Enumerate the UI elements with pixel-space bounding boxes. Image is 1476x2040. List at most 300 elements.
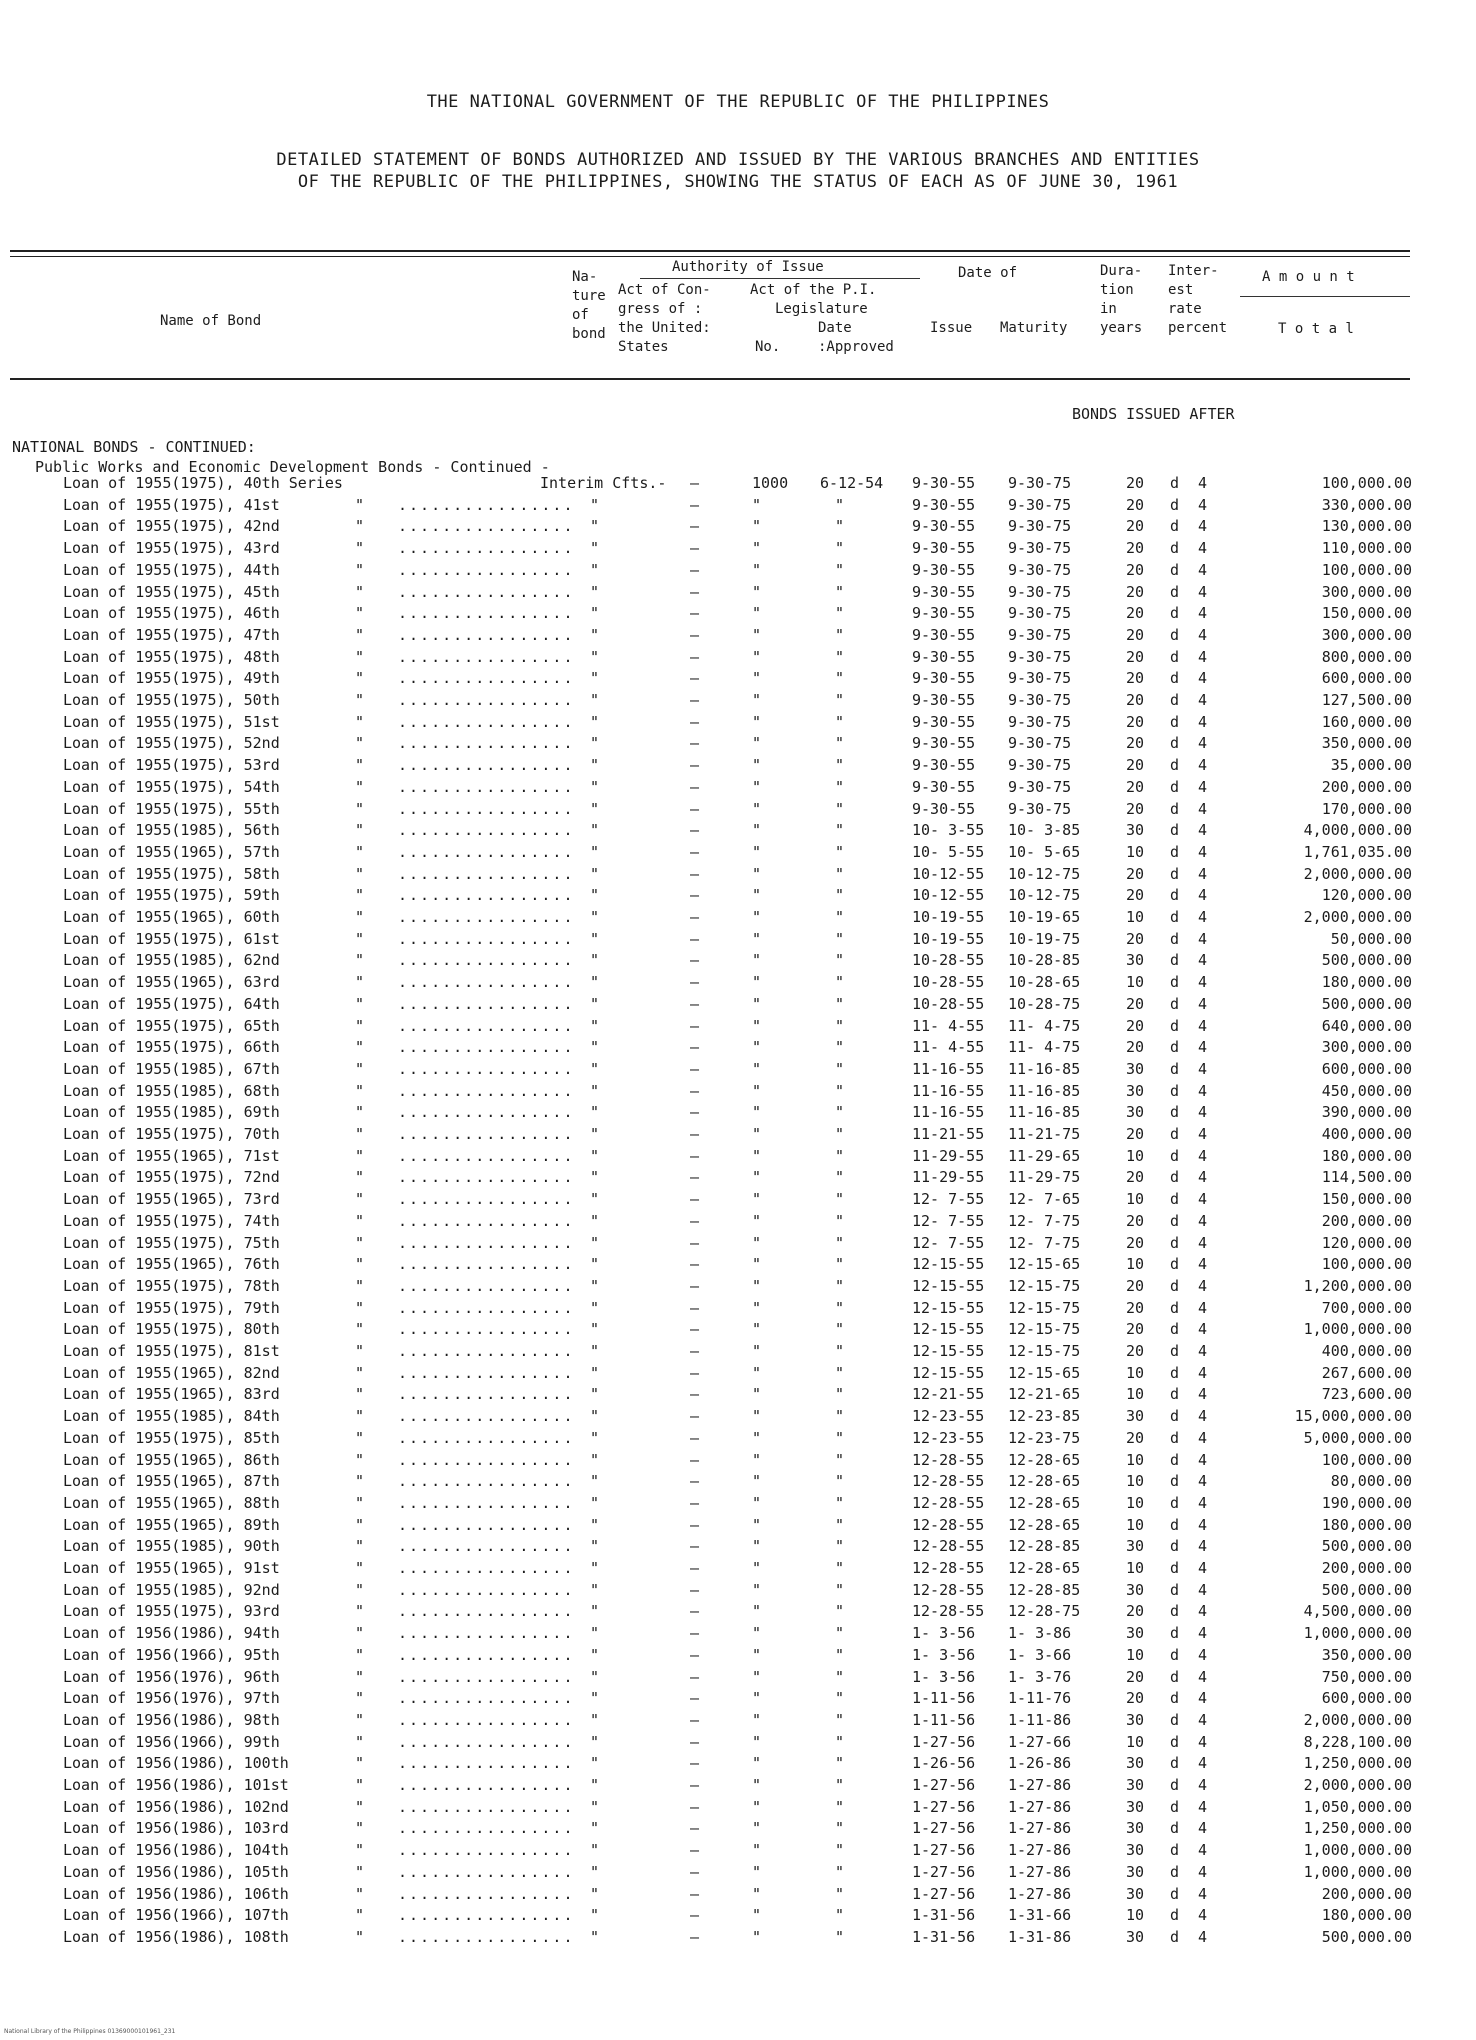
ditto-mark: " — [752, 1298, 762, 1317]
dash-mark: – — [690, 929, 700, 948]
interest-rate: 4 — [1198, 1276, 1208, 1295]
interest-rate: 4 — [1198, 604, 1208, 623]
dash-mark: – — [690, 1385, 700, 1404]
interest-d-mark: d — [1170, 669, 1180, 688]
ditto-mark: " — [835, 1862, 845, 1881]
dash-mark: – — [690, 1146, 700, 1165]
ditto-mark: " — [590, 777, 600, 796]
interest-d-mark: d — [1170, 821, 1180, 840]
dash-mark: – — [690, 734, 700, 753]
amount-total: 8,228,100.00 — [1303, 1732, 1412, 1751]
maturity-date: 12- 7-65 — [1008, 1190, 1081, 1209]
maturity-date: 12-23-75 — [1008, 1428, 1081, 1447]
table-row — [0, 1752, 1476, 1774]
maturity-date: 9-30-75 — [1008, 669, 1072, 688]
ditto-mark: " — [835, 1255, 845, 1274]
ditto-mark: " — [752, 1537, 762, 1556]
bond-name: Loan of 1955(1985), 62nd — [63, 951, 280, 970]
amount-total: 350,000.00 — [1321, 1645, 1412, 1664]
bond-name: Loan of 1955(1975), 80th — [63, 1320, 280, 1339]
dash-mark: – — [690, 799, 700, 818]
ditto-mark: " — [752, 973, 762, 992]
ditto-mark: " — [355, 994, 365, 1013]
interest-d-mark: d — [1170, 864, 1180, 883]
issue-date: 10-19-55 — [912, 908, 985, 926]
bond-name: Loan of 1955(1965), 73rd — [63, 1190, 280, 1209]
ditto-mark: " — [835, 517, 845, 536]
amount-total: 114,500.00 — [1321, 1168, 1412, 1187]
amount-total: 1,000,000.00 — [1303, 1624, 1412, 1643]
maturity-date: 9-30-75 — [1008, 734, 1072, 753]
duration-years: 10 — [1126, 1645, 1145, 1664]
table-row — [0, 1015, 1476, 1037]
ditto-mark: " — [752, 604, 762, 623]
ditto-mark: " — [752, 1407, 762, 1426]
ditto-mark: " — [752, 994, 762, 1013]
ditto-mark: " — [752, 1580, 762, 1599]
ditto-mark: " — [752, 799, 762, 818]
duration-years: 20 — [1126, 1428, 1145, 1447]
dash-mark: – — [690, 973, 700, 992]
interest-d-mark: d — [1170, 734, 1180, 753]
issue-date: 11- 4-55 — [912, 1038, 985, 1057]
dash-mark: – — [690, 1233, 700, 1252]
duration-years: 30 — [1126, 1059, 1145, 1078]
group-heading: NATIONAL BONDS - CONTINUED: — [12, 438, 256, 456]
dash-mark: – — [690, 517, 700, 536]
bond-name: Loan of 1955(1975), 43rd — [63, 539, 280, 558]
leader-dots: ................ — [398, 1862, 575, 1881]
ditto-mark: " — [355, 1385, 365, 1404]
amount-total: 50,000.00 — [1330, 929, 1412, 948]
leader-dots: ................ — [398, 1645, 575, 1664]
ditto-mark: " — [590, 1493, 600, 1512]
maturity-date: 9-30-75 — [1008, 799, 1072, 818]
maturity-date: 12-23-85 — [1008, 1407, 1081, 1426]
interest-d-mark: d — [1170, 474, 1180, 492]
leader-dots: ................ — [398, 1059, 575, 1078]
duration-years: 10 — [1126, 1732, 1145, 1751]
dash-mark: – — [690, 1884, 700, 1903]
interest-rate: 4 — [1198, 1363, 1208, 1382]
duration-years: 30 — [1126, 1841, 1145, 1860]
dash-mark: – — [690, 1624, 700, 1643]
maturity-date: 12-28-85 — [1008, 1580, 1081, 1599]
ditto-mark: " — [590, 1385, 600, 1404]
issue-date: 1-27-56 — [912, 1841, 976, 1860]
ditto-mark: " — [355, 1211, 365, 1230]
interest-rate: 4 — [1198, 1320, 1208, 1339]
interest-rate: 4 — [1198, 1776, 1208, 1794]
ditto-mark: " — [835, 1841, 845, 1860]
ditto-mark: " — [355, 1667, 365, 1686]
dash-mark: – — [690, 1190, 700, 1209]
issue-date: 9-30-55 — [912, 777, 976, 796]
amount-total: 180,000.00 — [1321, 1515, 1412, 1534]
amount-underline — [1240, 296, 1410, 297]
table-row — [0, 1318, 1476, 1340]
table-row — [0, 581, 1476, 603]
bond-name: Loan of 1955(1975), 66th — [63, 1038, 280, 1057]
table-row — [0, 1817, 1476, 1839]
table-row — [0, 776, 1476, 798]
ditto-mark: " — [590, 604, 600, 623]
leader-dots: ................ — [398, 1515, 575, 1534]
table-row — [0, 949, 1476, 971]
dash-mark: – — [690, 1125, 700, 1143]
table-row — [0, 1232, 1476, 1254]
dash-mark: – — [690, 1081, 700, 1100]
interest-d-mark: d — [1170, 1059, 1180, 1078]
ditto-mark: " — [835, 1190, 845, 1209]
ditto-mark: " — [752, 908, 762, 926]
table-row — [0, 1904, 1476, 1926]
interest-d-mark: d — [1170, 1754, 1180, 1773]
duration-years: 30 — [1126, 1710, 1145, 1729]
maturity-date: 12-28-65 — [1008, 1559, 1081, 1577]
ditto-mark: " — [355, 1819, 365, 1838]
duration-years: 10 — [1126, 1515, 1145, 1534]
ditto-mark: " — [752, 1059, 762, 1078]
interest-rate: 4 — [1198, 734, 1208, 753]
ditto-mark: " — [835, 756, 845, 775]
ditto-mark: " — [355, 1732, 365, 1751]
maturity-date: 9-30-75 — [1008, 647, 1072, 666]
dash-mark: – — [690, 1168, 700, 1187]
ditto-mark: " — [752, 1645, 762, 1664]
maturity-date: 12-28-75 — [1008, 1602, 1081, 1621]
ditto-mark: " — [835, 539, 845, 558]
ditto-mark: " — [355, 864, 365, 883]
col-duration: Dura- tion in years — [1100, 263, 1143, 336]
issue-date: 12-28-55 — [912, 1472, 985, 1491]
table-row — [0, 515, 1476, 537]
dash-mark: – — [690, 886, 700, 905]
ditto-mark: " — [355, 799, 365, 818]
bond-name: Loan of 1955(1975), 55th — [63, 799, 280, 818]
ditto-mark: " — [590, 1125, 600, 1143]
interim-certificates-label: Interim Cfts.- — [540, 474, 667, 492]
leader-dots: ................ — [398, 1320, 575, 1339]
dash-mark: – — [690, 539, 700, 558]
bond-name: Loan of 1955(1975), 42nd — [63, 517, 280, 536]
ditto-mark: " — [590, 1927, 600, 1946]
table-row — [0, 1861, 1476, 1883]
issue-date: 12-23-55 — [912, 1428, 985, 1447]
leader-dots: ................ — [398, 1841, 575, 1860]
ditto-mark: " — [752, 1667, 762, 1686]
interest-d-mark: d — [1170, 842, 1180, 861]
table-row — [0, 1883, 1476, 1905]
amount-total: 5,000,000.00 — [1303, 1428, 1412, 1447]
ditto-mark: " — [752, 1710, 762, 1729]
interest-d-mark: d — [1170, 1233, 1180, 1252]
ditto-mark: " — [355, 691, 365, 709]
act-date-approved: 6-12-54 — [820, 474, 884, 492]
ditto-mark: " — [355, 1559, 365, 1577]
dash-mark: – — [690, 821, 700, 840]
duration-years: 30 — [1126, 1754, 1145, 1773]
ditto-mark: " — [590, 691, 600, 709]
interest-rate: 4 — [1198, 756, 1208, 775]
dash-mark: – — [690, 951, 700, 970]
ditto-mark: " — [590, 1407, 600, 1426]
ditto-mark: " — [835, 1559, 845, 1577]
bond-name: Loan of 1956(1976), 96th — [63, 1667, 280, 1686]
dash-mark: – — [690, 1342, 700, 1360]
ditto-mark: " — [835, 1472, 845, 1491]
bond-name: Loan of 1955(1965), 87th — [63, 1472, 280, 1491]
ditto-mark: " — [752, 560, 762, 579]
ditto-mark: " — [752, 1428, 762, 1447]
ditto-mark: " — [590, 821, 600, 840]
interest-rate: 4 — [1198, 1146, 1208, 1165]
leader-dots: ................ — [398, 560, 575, 579]
ditto-mark: " — [355, 712, 365, 731]
ditto-mark: " — [835, 495, 845, 514]
amount-total: 150,000.00 — [1321, 1190, 1412, 1209]
interest-d-mark: d — [1170, 1385, 1180, 1404]
bond-name: Loan of 1955(1965), 76th — [63, 1255, 280, 1274]
maturity-date: 1-27-86 — [1008, 1884, 1072, 1903]
duration-years: 30 — [1126, 1580, 1145, 1599]
duration-years: 10 — [1126, 1559, 1145, 1577]
bond-name: Loan of 1955(1965), 63rd — [63, 973, 280, 992]
header-top-rule — [10, 250, 1410, 252]
table-row — [0, 1275, 1476, 1297]
dash-mark: – — [690, 1862, 700, 1881]
duration-years: 20 — [1126, 1211, 1145, 1230]
maturity-date: 12-15-75 — [1008, 1276, 1081, 1295]
interest-d-mark: d — [1170, 1038, 1180, 1057]
bond-name: Loan of 1955(1965), 57th — [63, 842, 280, 861]
ditto-mark: " — [752, 1732, 762, 1751]
dash-mark: – — [690, 604, 700, 623]
issue-date: 10-28-55 — [912, 951, 985, 970]
ditto-mark: " — [590, 560, 600, 579]
interest-rate: 4 — [1198, 1906, 1208, 1925]
table-row — [0, 667, 1476, 689]
ditto-mark: " — [355, 1407, 365, 1426]
bond-name: Loan of 1956(1986), 108th — [63, 1927, 289, 1946]
interest-d-mark: d — [1170, 994, 1180, 1013]
duration-years: 20 — [1126, 994, 1145, 1013]
issue-date: 1-27-56 — [912, 1884, 976, 1903]
ditto-mark: " — [590, 1537, 600, 1556]
dash-mark: – — [690, 1255, 700, 1274]
ditto-mark: " — [590, 1298, 600, 1317]
table-row — [0, 1514, 1476, 1536]
ditto-mark: " — [355, 1624, 365, 1643]
ditto-mark: " — [835, 1146, 845, 1165]
bond-name: Loan of 1955(1985), 67th — [63, 1059, 280, 1078]
leader-dots: ................ — [398, 1602, 575, 1621]
maturity-date: 9-30-75 — [1008, 712, 1072, 731]
issue-date: 10-12-55 — [912, 864, 985, 883]
table-row — [0, 1058, 1476, 1080]
ditto-mark: " — [835, 1103, 845, 1122]
table-row — [0, 1405, 1476, 1427]
interest-rate: 4 — [1198, 799, 1208, 818]
col-maturity: Maturity — [1000, 320, 1068, 336]
table-row — [0, 1709, 1476, 1731]
interest-rate: 4 — [1198, 973, 1208, 992]
bond-name: Loan of 1955(1975), 54th — [63, 777, 280, 796]
maturity-date: 9-30-75 — [1008, 582, 1072, 601]
leader-dots: ................ — [398, 1233, 575, 1252]
bond-name: Loan of 1955(1975), 41st — [63, 495, 280, 514]
interest-d-mark: d — [1170, 604, 1180, 623]
maturity-date: 12-28-65 — [1008, 1493, 1081, 1512]
amount-total: 800,000.00 — [1321, 647, 1412, 666]
ditto-mark: " — [752, 929, 762, 948]
interest-rate: 4 — [1198, 1407, 1208, 1426]
interest-rate: 4 — [1198, 1580, 1208, 1599]
ditto-mark: " — [590, 994, 600, 1013]
interest-d-mark: d — [1170, 495, 1180, 514]
ditto-mark: " — [835, 951, 845, 970]
amount-total: 640,000.00 — [1321, 1016, 1412, 1035]
leader-dots: ................ — [398, 1624, 575, 1643]
ditto-mark: " — [752, 1211, 762, 1230]
ditto-mark: " — [355, 1862, 365, 1881]
maturity-date: 9-30-75 — [1008, 777, 1072, 796]
maturity-date: 10-28-75 — [1008, 994, 1081, 1013]
leader-dots: ................ — [398, 1559, 575, 1577]
issue-date: 1- 3-56 — [912, 1667, 976, 1686]
ditto-mark: " — [752, 1472, 762, 1491]
duration-years: 20 — [1126, 691, 1145, 709]
ditto-mark: " — [835, 908, 845, 926]
interest-rate: 4 — [1198, 929, 1208, 948]
ditto-mark: " — [752, 1103, 762, 1122]
leader-dots: ................ — [398, 712, 575, 731]
duration-years: 20 — [1126, 1168, 1145, 1187]
maturity-date: 12-15-75 — [1008, 1342, 1081, 1360]
maturity-date: 1-11-86 — [1008, 1710, 1072, 1729]
interest-d-mark: d — [1170, 1428, 1180, 1447]
issue-date: 10- 5-55 — [912, 842, 985, 861]
duration-years: 20 — [1126, 1125, 1145, 1143]
table-row — [0, 1383, 1476, 1405]
amount-total: 1,000,000.00 — [1303, 1841, 1412, 1860]
ditto-mark: " — [355, 1841, 365, 1860]
ditto-mark: " — [835, 669, 845, 688]
duration-years: 30 — [1126, 951, 1145, 970]
duration-years: 20 — [1126, 647, 1145, 666]
table-row — [0, 1796, 1476, 1818]
ditto-mark: " — [752, 951, 762, 970]
issue-date: 11-21-55 — [912, 1125, 985, 1143]
dash-mark: – — [690, 1515, 700, 1534]
duration-years: 20 — [1126, 1689, 1145, 1708]
leader-dots: ................ — [398, 669, 575, 688]
dash-mark: – — [690, 1645, 700, 1664]
amount-total: 200,000.00 — [1321, 1211, 1412, 1230]
issue-date: 12-28-55 — [912, 1602, 985, 1621]
interest-d-mark: d — [1170, 799, 1180, 818]
ditto-mark: " — [835, 864, 845, 883]
interest-d-mark: d — [1170, 1493, 1180, 1512]
table-row — [0, 1036, 1476, 1058]
ditto-mark: " — [355, 1059, 365, 1078]
ditto-mark: " — [752, 1927, 762, 1946]
duration-years: 30 — [1126, 1081, 1145, 1100]
ditto-mark: " — [752, 1125, 762, 1143]
bond-name: Loan of 1955(1975), 44th — [63, 560, 280, 579]
dash-mark: – — [690, 1038, 700, 1057]
issue-date: 9-30-55 — [912, 539, 976, 558]
col-date-of: Date of — [958, 265, 1018, 281]
bond-name: Loan of 1955(1975), 50th — [63, 691, 280, 709]
ditto-mark: " — [355, 625, 365, 644]
bond-name: Loan of 1955(1975), 70th — [63, 1125, 280, 1143]
ditto-mark: " — [835, 886, 845, 905]
ditto-mark: " — [590, 1320, 600, 1339]
ditto-mark: " — [355, 1645, 365, 1664]
interest-d-mark: d — [1170, 1472, 1180, 1491]
page-footer: National Library of the Philippines 01369000101961_231 — [4, 2028, 176, 2035]
ditto-mark: " — [835, 1537, 845, 1556]
interest-d-mark: d — [1170, 777, 1180, 796]
bond-name: Loan of 1955(1965), 83rd — [63, 1385, 280, 1404]
duration-years: 20 — [1126, 1016, 1145, 1035]
col-no: No. — [755, 339, 781, 355]
interest-rate: 4 — [1198, 539, 1208, 558]
leader-dots: ................ — [398, 539, 575, 558]
maturity-date: 1-26-86 — [1008, 1754, 1072, 1773]
issue-date: 1-27-56 — [912, 1862, 976, 1881]
ditto-mark: " — [752, 777, 762, 796]
amount-total: 120,000.00 — [1321, 1233, 1412, 1252]
leader-dots: ................ — [398, 495, 575, 514]
leader-dots: ................ — [398, 1342, 575, 1360]
issue-date: 1- 3-56 — [912, 1624, 976, 1643]
interest-d-mark: d — [1170, 1580, 1180, 1599]
maturity-date: 9-30-75 — [1008, 560, 1072, 579]
duration-years: 20 — [1126, 799, 1145, 818]
ditto-mark: " — [752, 842, 762, 861]
issue-date: 9-30-55 — [912, 582, 976, 601]
dash-mark: – — [690, 1559, 700, 1577]
maturity-date: 11-21-75 — [1008, 1125, 1081, 1143]
ditto-mark: " — [590, 756, 600, 775]
amount-total: 35,000.00 — [1330, 756, 1412, 775]
dash-mark: – — [690, 1363, 700, 1382]
dash-mark: – — [690, 1472, 700, 1491]
bond-name: Loan of 1956(1986), 105th — [63, 1862, 289, 1881]
interest-rate: 4 — [1198, 712, 1208, 731]
interest-d-mark: d — [1170, 1363, 1180, 1382]
ditto-mark: " — [590, 1038, 600, 1057]
issue-date: 12-23-55 — [912, 1407, 985, 1426]
leader-dots: ................ — [398, 1493, 575, 1512]
amount-total: 2,000,000.00 — [1303, 1776, 1412, 1794]
duration-years: 10 — [1126, 1906, 1145, 1925]
amount-total: 500,000.00 — [1321, 1927, 1412, 1946]
table-row — [0, 754, 1476, 776]
ditto-mark: " — [835, 1211, 845, 1230]
table-row — [0, 1926, 1476, 1948]
bond-name: Loan of 1955(1985), 84th — [63, 1407, 280, 1426]
issue-date: 10-28-55 — [912, 994, 985, 1013]
maturity-date: 9-30-75 — [1008, 517, 1072, 536]
duration-years: 20 — [1126, 560, 1145, 579]
interest-rate: 4 — [1198, 1710, 1208, 1729]
amount-total: 1,250,000.00 — [1303, 1819, 1412, 1838]
table-row — [0, 1579, 1476, 1601]
dash-mark: – — [690, 625, 700, 644]
